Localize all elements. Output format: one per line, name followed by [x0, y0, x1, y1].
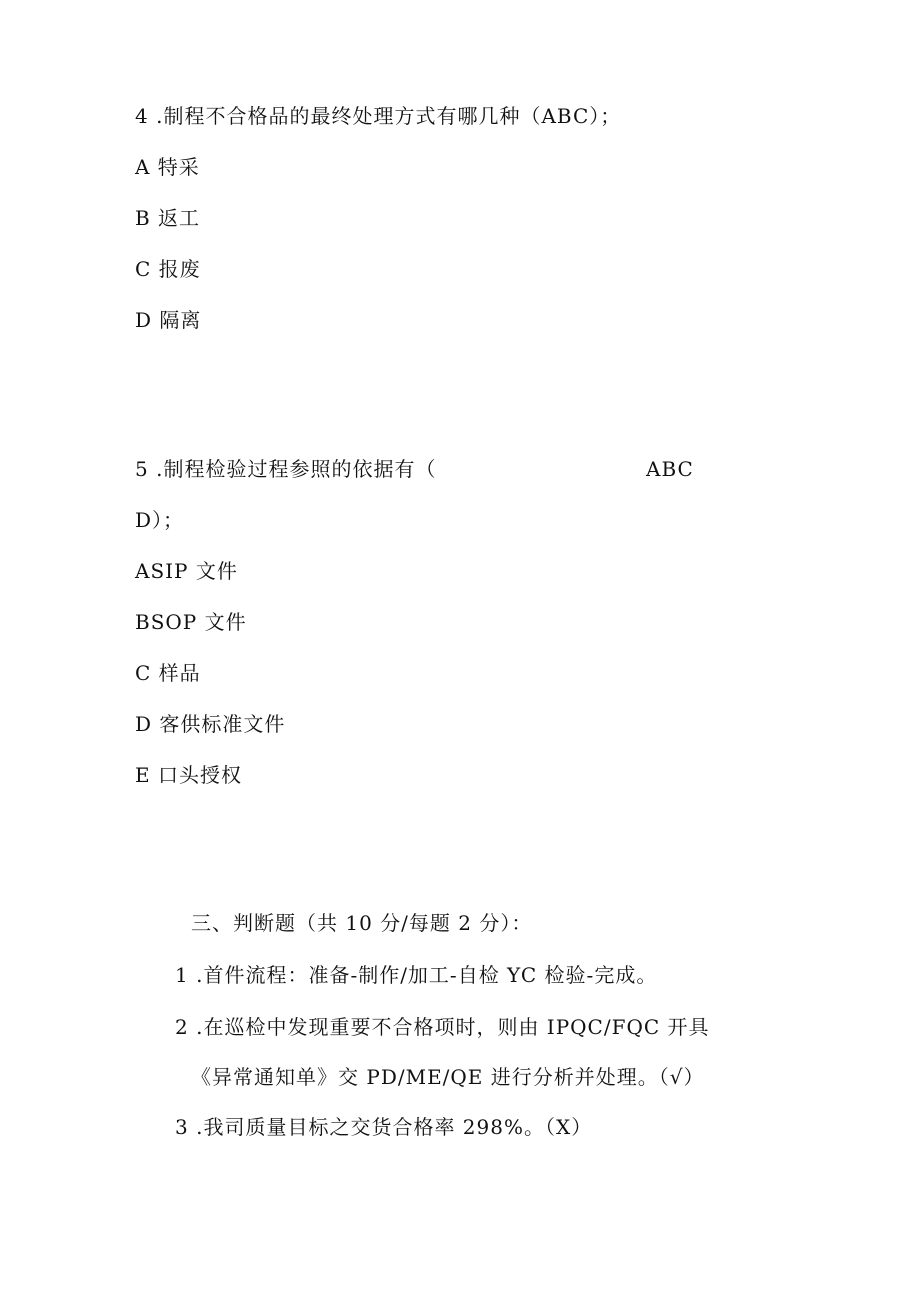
question-5-option-d: D 客供标准文件: [135, 712, 286, 736]
question-5-stem-answer: ABC: [646, 457, 694, 481]
question-5-option-a: ASIP 文件: [135, 559, 238, 583]
question-4-option-c: C 报废: [135, 257, 201, 281]
judgment-item-3: 3 .我司质量目标之交货合格率 298%。（X）: [175, 1115, 593, 1139]
question-5-stem-part2: D）；: [135, 508, 185, 532]
question-5-option-c: C 样品: [135, 661, 201, 685]
judgment-item-2: 2 .在巡检中发现重要不合格项时，则由 IPQC/FQC 开具: [175, 1015, 710, 1039]
question-4-option-b: B 返工: [135, 206, 201, 230]
question-5-option-b: BSOP 文件: [135, 610, 247, 634]
question-4-option-d: D 隔离: [135, 308, 202, 332]
section-3-heading: 三、判断题（共 10 分/每题 2 分）：: [191, 911, 533, 935]
question-4-stem: 4 .制程不合格品的最终处理方式有哪几种（ABC）；: [135, 104, 622, 128]
judgment-item-2-continued: 《异常通知单》交 PD/ME/QE 进行分析并处理。（√）: [191, 1065, 705, 1089]
judgment-item-1: 1 .首件流程：准备-制作/加工-自检 YC 检验-完成。: [175, 963, 658, 987]
question-5-stem-part1: 5 .制程检验过程参照的依据有（: [135, 457, 437, 481]
question-4-option-a: A 特采: [135, 155, 200, 179]
question-5-option-e: E 口头授权: [135, 763, 242, 787]
